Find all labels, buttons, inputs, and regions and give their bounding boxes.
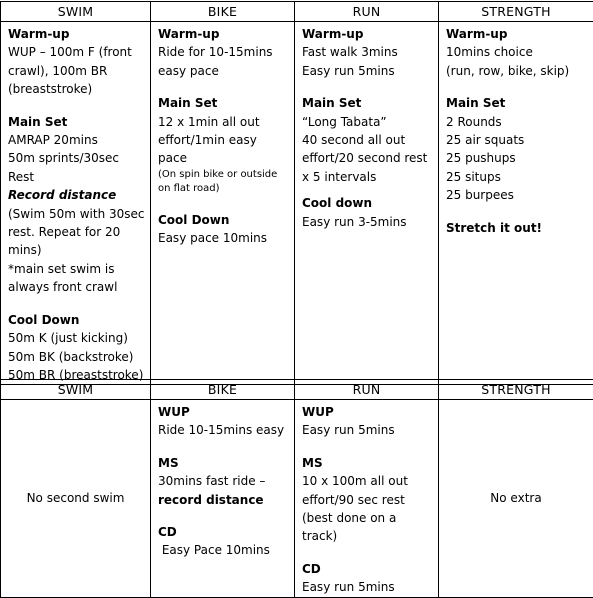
swim-main-title: Main Set — [8, 113, 145, 131]
swim-main-line: *main set swim is — [8, 260, 145, 278]
swim-cool-line: 50m BR (breaststroke) — [8, 366, 145, 384]
bike-ms-line: 30mins fast ride – — [158, 472, 289, 490]
bike-warmup-line: easy pace — [158, 62, 289, 80]
run-cd-title: CD — [302, 560, 433, 578]
run-cell — [295, 22, 439, 385]
bike-cd-title: CD — [158, 523, 289, 541]
run-cool-line: Easy run 3-5mins — [302, 213, 433, 231]
header-run: RUN — [295, 380, 439, 400]
bike-main-title: Main Set — [158, 94, 289, 112]
bike-wup-title: WUP — [158, 403, 289, 421]
swim-cell — [1, 400, 151, 598]
swim-cool-line: 50m K (just kicking) — [8, 329, 145, 347]
header-bike: BIKE — [151, 2, 295, 22]
swim-main-line: (Swim 50m with 30sec — [8, 205, 145, 223]
run-wup-title: WUP — [302, 403, 433, 421]
run-main-title: Main Set — [302, 94, 433, 112]
bike-record-distance: record distance — [158, 491, 289, 509]
content-row — [1, 22, 593, 385]
bike-main-note: on flat road) — [158, 182, 289, 197]
run-main-line: effort/20 second rest — [302, 149, 433, 167]
run-warmup-line: Easy run 5mins — [302, 62, 433, 80]
swim-main-line: 50m sprints/30sec Rest — [8, 149, 145, 186]
strength-warmup-line: (run, row, bike, skip) — [446, 62, 588, 80]
header-bike: BIKE — [151, 380, 295, 400]
run-cool-title: Cool down — [302, 194, 433, 212]
strength-main-line: 25 air squats — [446, 131, 588, 149]
header-strength: STRENGTH — [439, 380, 593, 400]
run-warmup-line: Fast walk 3mins — [302, 43, 433, 61]
run-main-line: x 5 intervals — [302, 168, 433, 186]
bike-main-line: 12 x 1min all out — [158, 113, 289, 131]
swim-cool-line: 50m BK (backstroke) — [8, 348, 145, 366]
swim-warmup-line: (breaststroke) — [8, 80, 145, 98]
header-swim: SWIM — [1, 2, 151, 22]
bike-main-line: effort/1min easy pace — [158, 131, 289, 168]
bike-cell — [151, 400, 295, 598]
strength-main-line: 25 burpees — [446, 186, 588, 204]
run-ms-title: MS — [302, 454, 433, 472]
swim-record-distance: Record distance — [8, 186, 145, 204]
swim-warmup-title: Warm-up — [8, 25, 145, 43]
bike-cool-line: Easy pace 10mins — [158, 229, 289, 247]
run-ms-line: effort/90 sec rest — [302, 491, 433, 509]
header-run: RUN — [295, 2, 439, 22]
run-warmup-title: Warm-up — [302, 25, 433, 43]
run-cd-line: Easy run 5mins — [302, 578, 433, 596]
swim-warmup-line: WUP – 100m F (front — [8, 43, 145, 61]
swim-main-line: AMRAP 20mins — [8, 131, 145, 149]
bike-cell — [151, 22, 295, 385]
bike-cd-line: Easy Pace 10mins — [158, 541, 289, 559]
swim-cool-title: Cool Down — [8, 311, 145, 329]
swim-main-line: always front crawl — [8, 278, 145, 296]
header-row — [1, 380, 593, 400]
run-main-line: 40 second all out — [302, 131, 433, 149]
strength-main-line: 25 situps — [446, 168, 588, 186]
bike-wup-line: Ride 10-15mins easy — [158, 421, 289, 439]
content-row — [1, 400, 593, 598]
swim-main-line: rest. Repeat for 20 — [8, 223, 145, 241]
strength-main-title: Main Set — [446, 94, 588, 112]
strength-warmup-title: Warm-up — [446, 25, 588, 43]
bike-warmup-line: Ride for 10-15mins — [158, 43, 289, 61]
workout-table-2 — [0, 379, 593, 598]
bike-main-note: (On spin bike or outside — [158, 168, 289, 183]
run-ms-line: (best done on a track) — [302, 509, 433, 546]
workout-table-1 — [0, 1, 593, 385]
swim-warmup-line: crawl), 100m BR — [8, 62, 145, 80]
strength-cell — [439, 22, 593, 385]
strength-main-line: 2 Rounds — [446, 113, 588, 131]
strength-stretch: Stretch it out! — [446, 219, 588, 237]
run-wup-line: Easy run 5mins — [302, 421, 433, 439]
header-row — [1, 2, 593, 22]
bike-cool-title: Cool Down — [158, 211, 289, 229]
header-swim: SWIM — [1, 380, 151, 400]
swim-cell — [1, 22, 151, 385]
run-ms-line: 10 x 100m all out — [302, 472, 433, 490]
run-main-line: “Long Tabata” — [302, 113, 433, 131]
strength-main-line: 25 pushups — [446, 149, 588, 167]
no-second-swim: No second swim — [27, 491, 125, 505]
header-strength: STRENGTH — [439, 2, 593, 22]
bike-ms-title: MS — [158, 454, 289, 472]
swim-main-line: mins) — [8, 241, 145, 259]
strength-warmup-line: 10mins choice — [446, 43, 588, 61]
bike-warmup-title: Warm-up — [158, 25, 289, 43]
no-extra: No extra — [490, 491, 541, 505]
run-cell — [295, 400, 439, 598]
strength-cell — [439, 400, 593, 598]
